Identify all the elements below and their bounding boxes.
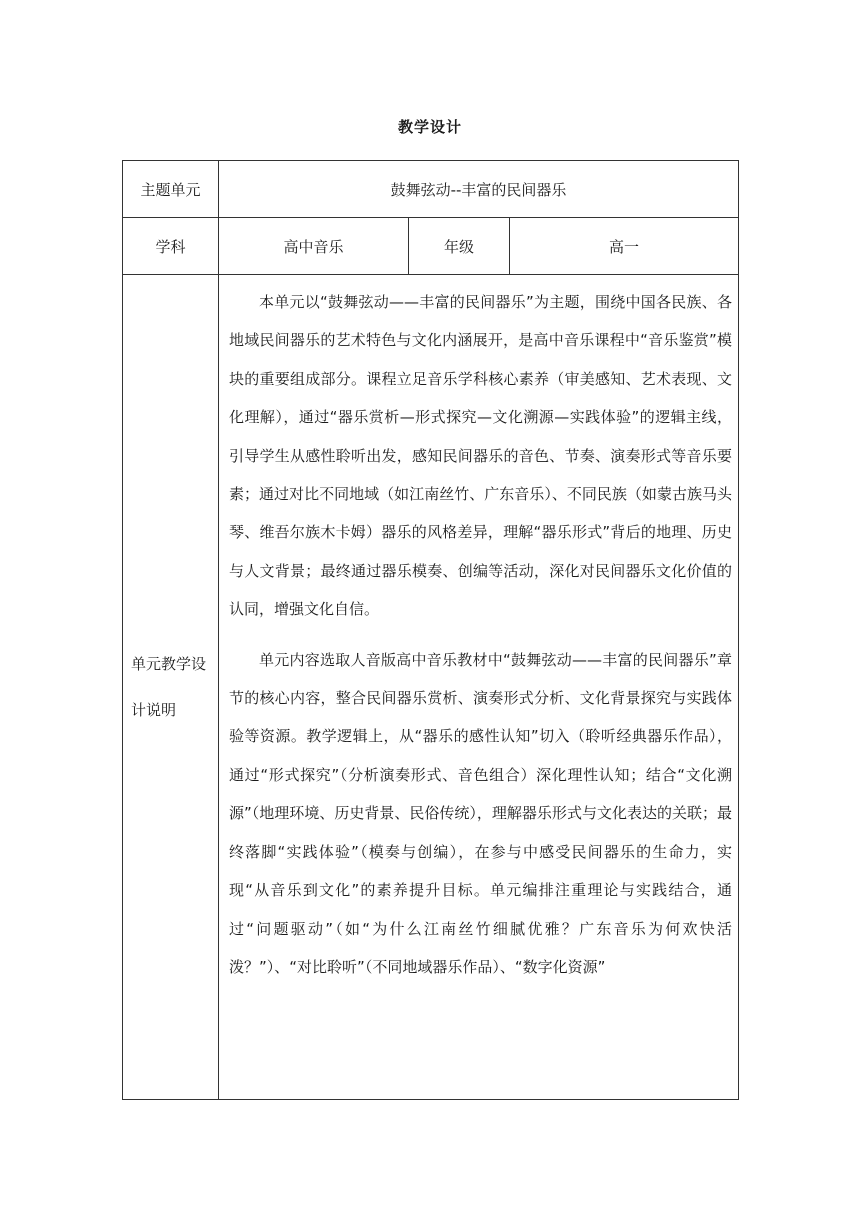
page-title: 教学设计: [397, 118, 462, 136]
design-label: 单元教学设计说明: [123, 275, 219, 1100]
theme-value: 鼓舞弦动--丰富的民间器乐: [219, 161, 739, 218]
theme-row: [123, 161, 739, 218]
lesson-design-table: [122, 160, 739, 1100]
design-description: [219, 275, 739, 1100]
design-row: [123, 275, 739, 1100]
theme-label: 主题单元: [123, 161, 219, 218]
subject-grade-row: [123, 218, 739, 275]
design-paragraph-2: 单元内容选取人音版高中音乐教材中“鼓舞弦动——丰富的民间器乐”章节的核心内容，整合民间器乐赏析、演奏形式分析、文化背景探究与实践体验等资源。教学逻辑上，从“器乐的感性认知”切入（聆听经典器乐作品），通过“形式探究”（分析演奏形式、音色组合）深化理性认知；结合“文化溯源”（地理环境、历史背景、民俗传统），理解器乐形式与文化表达的关联；最终落脚“实践体验”（模奏与创编），在参与中感受民间器乐的生命力，实现“从音乐到文化”的素养提升目标。单元编排注重理论与实践结合，通过“问题驱动”（如“为什么江南丝竹细腻优雅？广东音乐为何欢快活泼？”）、“对比聆听”（不同地域器乐作品）、“数字化资源”: [229, 650, 733, 976]
grade-label: 年级: [409, 218, 510, 275]
subject-label: 学科: [123, 218, 219, 275]
design-paragraph-1: 本单元以“鼓舞弦动——丰富的民间器乐”为主题，围绕中国各民族、各地域民间器乐的艺术特色与文化内涵展开，是高中音乐课程中“音乐鉴赏”模块的重要组成部分。课程立足音乐学科核心素养（审美感知、艺术表现、文化理解），通过“器乐赏析—形式探究—文化溯源—实践体验”的逻辑主线，引导学生从感性聆听出发，感知民间器乐的音色、节奏、演奏形式等音乐要素；通过对比不同地域（如江南丝竹、广东音乐）、不同民族（如蒙古族马头琴、维吾尔族木卡姆）器乐的风格差异，理解“器乐形式”背后的地理、历史与人文背景；最终通过器乐模奏、创编等活动，深化对民间器乐文化价值的认同，增强文化自信。: [229, 293, 733, 619]
subject-value: 高中音乐: [219, 218, 409, 275]
grade-value: 高一: [510, 218, 739, 275]
